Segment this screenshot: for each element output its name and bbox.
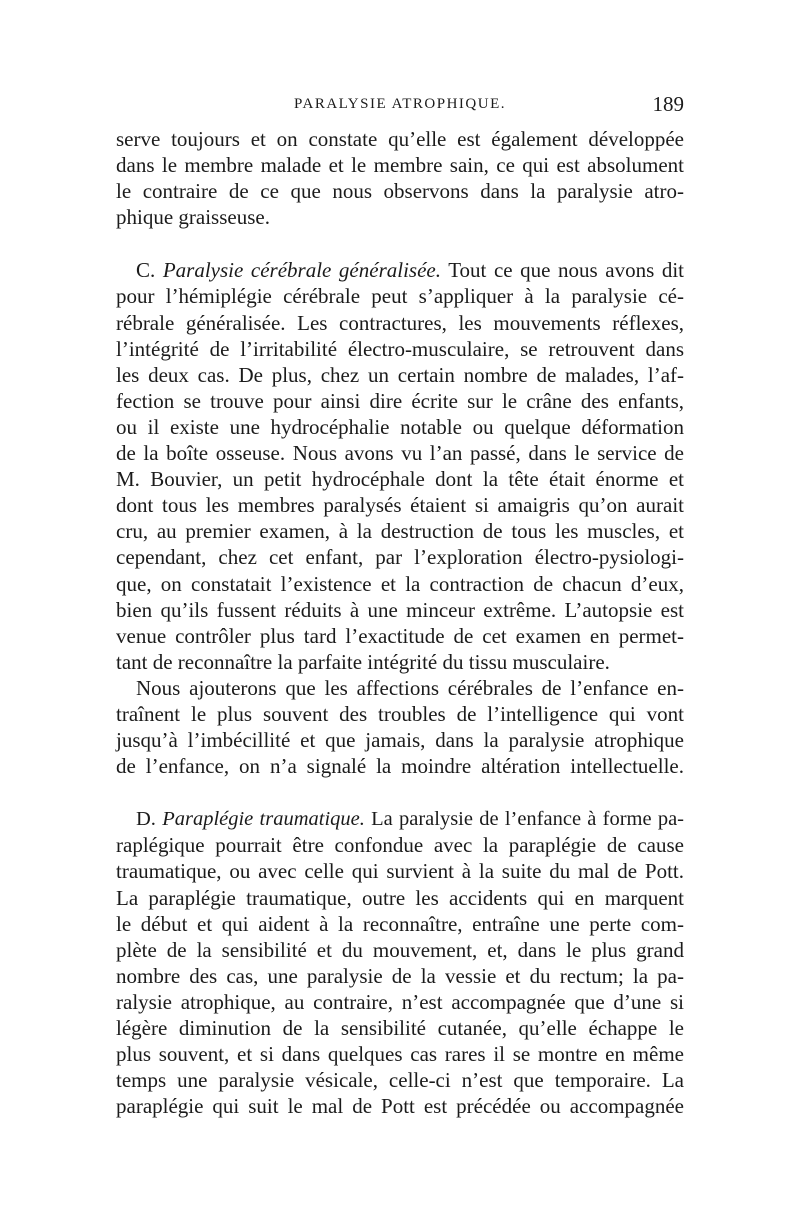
text-line: paraplégie qui suit le mal de Pott est précédée ou accompagnée [116, 1094, 684, 1119]
text-line: La paraplégie traumatique, outre les accidents qui en marquent [116, 885, 684, 910]
text-line: tant de reconnaître la parfaite intégrité du tissu musculaire. [116, 649, 610, 674]
section-spacer [116, 779, 684, 806]
text-line: cru, au premier examen, à la destruction de tous les muscles, et [116, 519, 684, 544]
text-line: le début et qui aident à la reconnaître, entraîne une perte com- [116, 911, 684, 936]
text-line: de l’enfance, on n’a signalé la moindre altération intellectuelle. [116, 754, 684, 779]
text-line: bien qu’ils fussent réduits à une minceur extrême. L’autopsie est [116, 597, 684, 622]
text-line: traumatique, ou avec celle qui survient à la suite du mal de Pott. [116, 859, 684, 884]
text-line: l’intégrité de l’irritabilité électro-musculaire, se retrouvent dans [116, 336, 684, 361]
section-c-heading: Paralysie cérébrale généralisée. [162, 258, 441, 283]
section-d-label: D. [136, 808, 156, 831]
text-line: les deux cas. De plus, chez un certain nombre de malades, l’af- [116, 362, 684, 387]
text-line: le contraire de ce que nous observons dans la paralysie atro- [116, 179, 684, 204]
text-line: rébrale généralisée. Les contractures, les mouvements réflexes, [116, 310, 684, 335]
page-header [116, 92, 684, 120]
section-c-label: C. [136, 258, 156, 283]
text-line: fection se trouve pour ainsi dire écrite sur le crâne des enfants, [116, 388, 684, 413]
text-line: légère diminution de la sensibilité cutanée, qu’elle échappe le [116, 1016, 684, 1040]
text-line: serve toujours et on constate qu’elle est également développée [116, 127, 684, 151]
page-body [116, 126, 684, 1119]
text-line: dont tous les membres paralysés étaient si amaigris qu’on aurait [116, 493, 684, 518]
text-line: ralysie atrophique, au contraire, n’est accompagnée que d’une si [116, 989, 684, 1014]
text-line: Nous ajouterons que les affections cérébrales de l’enfance en- [136, 675, 684, 700]
text-line: dans le membre malade et le membre sain, ce qui est absolument [116, 153, 684, 178]
section-d-heading: Paraplégie traumatique. [162, 808, 365, 831]
section-d-first-line [116, 806, 684, 832]
text-line: M. Bouvier, un petit hydrocéphale dont la tête était énorme et [116, 467, 684, 492]
text-line: plète de la sensibilité et du mouvement, et, dans le plus grand [116, 937, 684, 962]
text-line: de la boîte osseuse. Nous avons vu l’an passé, dans le service de [116, 441, 684, 466]
text-line: cependant, chez cet enfant, par l’exploration électro-pysiologi- [116, 545, 684, 570]
text-line: phique graisseuse. [116, 205, 270, 230]
text-line: venue contrôler plus tard l’exactitude de cet examen en permet- [116, 623, 684, 648]
section-c [116, 257, 684, 675]
text-line: nombre des cas, une paralysie de la vessie et du rectum; la pa- [116, 963, 684, 988]
text-line: traînent le plus souvent des troubles de l’intelligence qui vont [116, 701, 684, 726]
paragraph-continuation [116, 126, 684, 230]
text-line: jusqu’à l’imbécillité et que jamais, dans la paralysie atrophique [116, 728, 684, 753]
paragraph-intellect [116, 675, 684, 779]
text-line: que, on constatait l’existence et la contraction de chacun d’eux, [116, 571, 684, 596]
text-line: temps une paralysie vésicale, celle-ci n’est que temporaire. La [116, 1068, 684, 1093]
section-spacer [116, 230, 684, 257]
running-title: PARALYSIE ATROPHIQUE. [294, 96, 506, 112]
section-d-first-line-text: La paralysie de l’enfance à forme pa- [371, 808, 685, 831]
section-c-first-line-text: Tout ce que nous avons dit [448, 258, 685, 283]
text-line: pour l’hémiplégie cérébrale peut s’appliquer à la paralysie cé- [116, 284, 684, 309]
page-number: 189 [652, 92, 684, 116]
text-line: raplégique pourrait être confondue avec la paraplégie de cause [116, 833, 684, 858]
text-line: ou il existe une hydrocéphalie notable ou quelque déformation [116, 414, 684, 439]
section-d [116, 806, 684, 1119]
text-line: plus souvent, et si dans quelques cas rares il se montre en même [116, 1042, 684, 1067]
section-c-first-line [116, 257, 684, 283]
